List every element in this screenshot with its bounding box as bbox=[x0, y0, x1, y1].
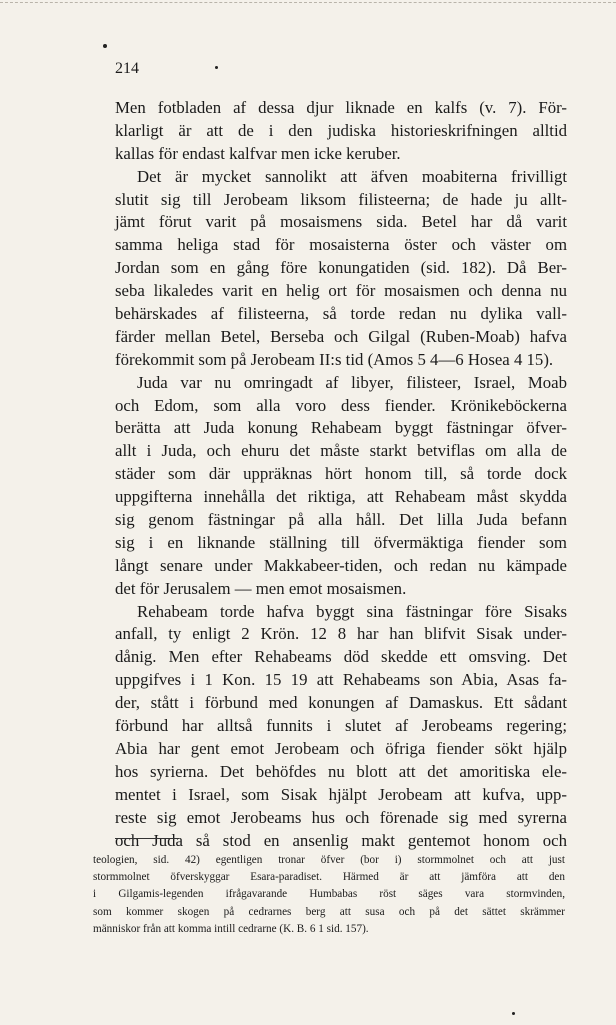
text-line: kallas för endast kalfvar men icke keruber. bbox=[115, 143, 401, 163]
text-line: Rehabeam torde hafva byggt sina fästningar före Sisaks bbox=[137, 601, 567, 621]
text-line: Abia har gent emot Jerobeam och öfriga fiender sökt hjälp bbox=[115, 738, 567, 758]
text-line: förbund har alltså funnits i slutet af Jerobeams regering; bbox=[115, 716, 567, 736]
page-top-edge bbox=[0, 2, 616, 3]
ink-speck bbox=[103, 44, 107, 48]
text-line: Men fotbladen af dessa djur liknade en kalfs (v. 7). För- bbox=[115, 98, 567, 117]
ink-speck bbox=[512, 1012, 515, 1015]
text-line: sig i en liknande ställning till öfvermäktiga fiender som bbox=[115, 532, 567, 552]
text-line: uppgifterna innehålla det riktiga, att Rehabeam måst skydda bbox=[115, 487, 567, 507]
text-line: städer som där uppräknas hört honom till, så torde dock bbox=[115, 464, 567, 484]
text-line: anfall, ty enligt 2 Krön. 12 8 har han blifvit Sisak under- bbox=[115, 624, 567, 644]
text-line: färder mellan Betel, Berseba och Gilgal (Ruben-Moab) hafva bbox=[115, 326, 567, 346]
text-line: uppgifves i 1 Kon. 15 19 att Rehabeams son Abia, Asas fa- bbox=[115, 670, 567, 690]
text-line: mentet i Israel, som Sisak hjälpt Jerobeam att kufva, upp- bbox=[115, 784, 567, 804]
text-line: slutit sig till Jerobeam liksom filisteerna; de hade ju allt- bbox=[115, 189, 567, 209]
text-line: berätta att Juda konung Rehabeam byggt fästningar öfver- bbox=[115, 418, 567, 438]
page-number: 214 bbox=[115, 60, 139, 77]
body-text bbox=[115, 97, 567, 852]
text-line: behärskades af filisteerna, så torde redan nu dylika vall- bbox=[115, 304, 567, 324]
footnote-line: stormmolnet öfverskyggar Esara-paradiset. Härmed är att jämföra att den bbox=[93, 871, 565, 884]
text-line: det för Jerusalem — men emot mosaismen. bbox=[115, 578, 407, 598]
text-line: och Juda så stod en ansenlig makt gentemot honom och bbox=[115, 830, 567, 850]
text-line: och Edom, som alla voro dess fiender. Krönikeböckerna bbox=[115, 395, 567, 415]
ink-speck bbox=[215, 66, 218, 69]
footnote-line: teologien, sid. 42) egentligen tronar öfver (bor i) stormmolnet och att just bbox=[93, 854, 565, 866]
text-line: der, stått i förbund med konungen af Damaskus. Ett sådant bbox=[115, 693, 567, 713]
footnote-divider bbox=[115, 838, 179, 839]
text-line: reste sig emot Jerobeams hus och förenade sig med syrerna bbox=[115, 807, 567, 827]
text-line: förekommit som på Jerobeam II:s tid (Amos 5 4—6 Hosea 4 15). bbox=[115, 349, 554, 369]
text-line: Jordan som en gång före konungatiden (sid. 182). Då Ber- bbox=[115, 258, 567, 278]
footnote-line: människor från att komma intill cedrarne (K. B. 6 1 sid. 157). bbox=[93, 922, 369, 935]
text-line: Det är mycket sannolikt att äfven moabiterna frivilligt bbox=[137, 166, 567, 186]
footnote-line: i Gilgamis-legenden ifrågavarande Humbabas röst säges vara stormvinden, bbox=[93, 888, 565, 901]
text-line: jämt förut varit på mosaismens sida. Betel har då varit bbox=[115, 212, 567, 232]
text-line: sig genom fästningar på alla håll. Det lilla Juda befann bbox=[115, 510, 567, 530]
footnotes bbox=[93, 852, 565, 938]
text-line: seba likaledes varit en helig ort för mosaismen och denna nu bbox=[115, 281, 567, 301]
footnote-line: som kommer skogen på cedrarnes berg att susa och på det sättet skrämmer bbox=[93, 905, 565, 918]
text-line: Juda var nu omringadt af libyer, filisteer, Israel, Moab bbox=[137, 372, 567, 392]
text-line: hos syrierna. Det behöfdes nu blott att det amoritiska ele- bbox=[115, 761, 567, 781]
text-line: samma heliga stad för mosaisterna öster och väster om bbox=[115, 235, 567, 255]
text-line: dånig. Men efter Rehabeams död skedde ett omsving. Det bbox=[115, 647, 567, 667]
text-line: långt senare under Makkabeer-tiden, och redan nu kämpade bbox=[115, 555, 567, 575]
text-line: allt i Juda, och ehuru det måste starkt betviflas om alla de bbox=[115, 441, 567, 461]
text-line: klarligt är att de i den judiska historieskrifningen alltid bbox=[115, 120, 567, 140]
